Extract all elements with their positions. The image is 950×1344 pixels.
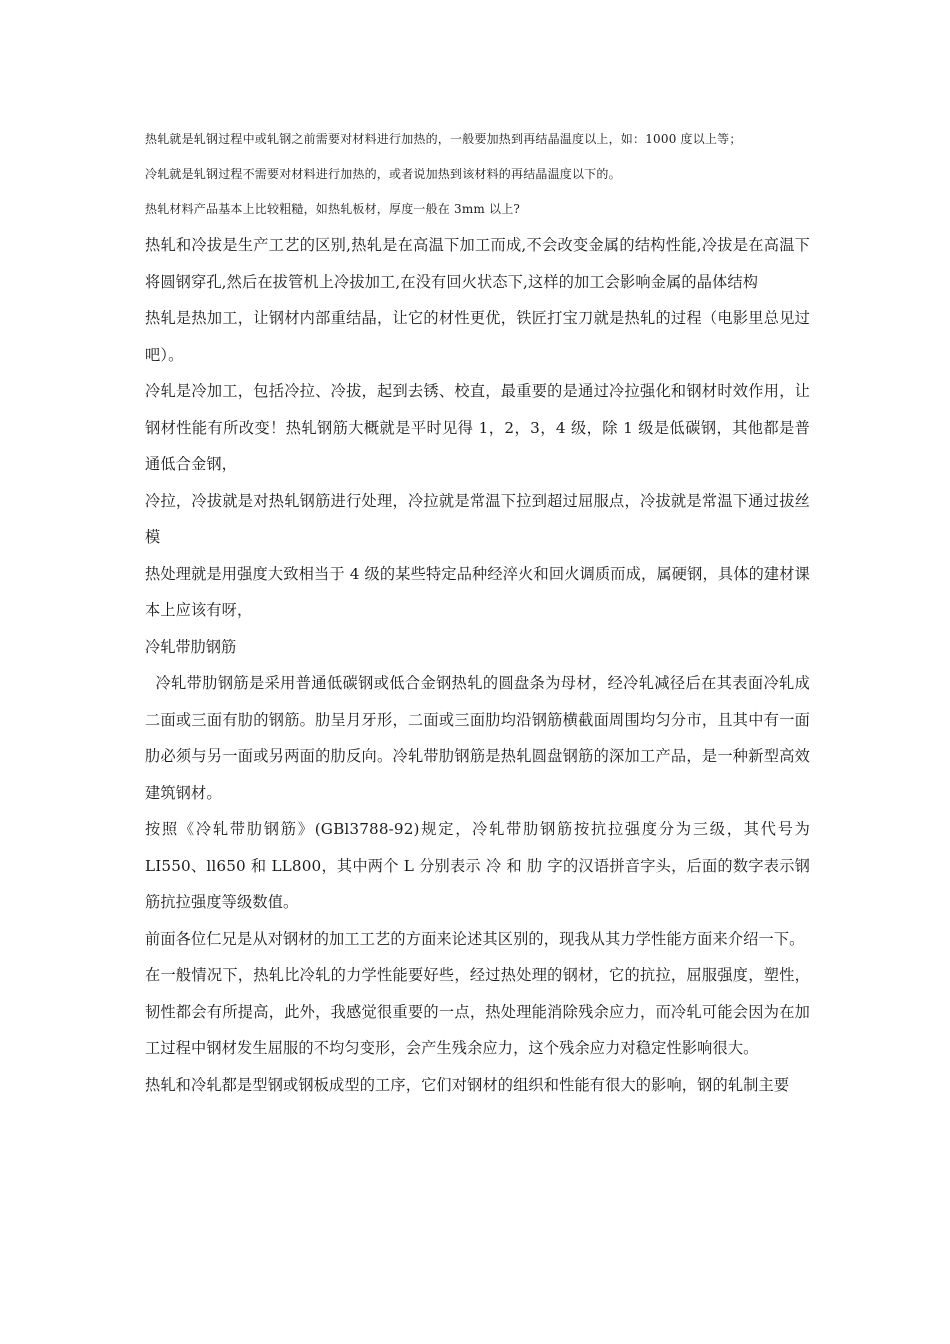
paragraph-hot-working: 热轧是热加工，让钢材内部重结晶，让它的材性更优，铁匠打宝刀就是热轧的过程（电影里总见过吧）。 bbox=[145, 309, 810, 364]
paragraph-mechanical-intro: 前面各位仁兄是从对钢材的加工工艺的方面来论述其区别的，现我从其力学性能方面来介绍一下。 bbox=[145, 929, 805, 948]
document-page bbox=[145, 122, 810, 1103]
paragraph-hot-rolled-products: 热轧材料产品基本上比较粗糙，如热轧板材，厚度一般在 3mm 以上? bbox=[145, 202, 521, 216]
paragraph-rolling-process: 热轧和冷轧都是型钢或钢板成型的工序，它们对钢材的组织和性能有很大的影响，钢的轧制主要 bbox=[145, 1075, 790, 1094]
paragraph-ribbed-bar-standard: 按照《冷轧带肋钢筋》(GBl3788-92)规定，冷轧带肋钢筋按抗拉强度分为三级，其代号为 LI550、ll650 和 LL800，其中两个 L 分别表示 冷 和 肋 字的汉语拼音字头，后面的数字表示钢筋抗拉强度等级数值。 bbox=[145, 820, 810, 911]
paragraph-mechanical-comparison: 在一般情况下，热轧比冷轧的力学性能要好些，经过热处理的钢材，它的抗拉，屈服强度，塑性，韧性都会有所提高，此外，我感觉很重要的一点，热处理能消除残余应力，而冷轧可能会因为在加工过程中钢材发生屈服的不均匀变形，会产生残余应力，这个残余应力对稳定性影响很大。 bbox=[145, 966, 810, 1057]
paragraph-cold-rolling-definition: 冷轧就是轧钢过程不需要对材料进行加热的，或者说加热到该材料的再结晶温度以下的。 bbox=[145, 167, 621, 181]
paragraph-ribbed-bar-description: 冷轧带肋钢筋是采用普通低碳钢或低合金钢热轧的圆盘条为母材，经冷轧减径后在其表面冷轧成二面或三面有肋的钢筋。肋呈月牙形，二面或三面肋均沿钢筋横截面周围均匀分市，且其中有一面肋必须与另一面或另两面的肋反向。冷轧带肋钢筋是热轧圆盘钢筋的深加工产品，是一种新型高效建筑钢材。 bbox=[145, 674, 810, 802]
paragraph-hot-rolling-definition: 热轧就是轧钢过程中或轧钢之前需要对材料进行加热的，一般要加热到再结晶温度以上，如：1000 度以上等； bbox=[145, 132, 742, 146]
paragraph-cold-working: 冷轧是冷加工，包括冷拉、冷拔，起到去锈、校直，最重要的是通过冷拉强化和钢材时效作用，让钢材性能有所改变！热轧钢筋大概就是平时见得 1，2，3，4 级，除 1 级是低碳钢，其他都是普通低合金钢， bbox=[145, 382, 810, 473]
section-heading-cold-rolled-ribbed-bar: 冷轧带肋钢筋 bbox=[145, 637, 237, 656]
paragraph-cold-drawing: 冷拉，冷拔就是对热轧钢筋进行处理，冷拉就是常温下拉到超过屈服点，冷拔就是常温下通过拔丝模 bbox=[145, 491, 810, 546]
paragraph-heat-treatment: 热处理就是用强度大致相当于 4 级的某些特定品种经淬火和回火调质而成，属硬钢，具体的建材课本上应该有呀， bbox=[145, 564, 810, 619]
paragraph-hot-rolled-vs-cold-drawn: 热轧和冷拔是生产工艺的区别,热轧是在高温下加工而成,不会改变金属的结构性能,冷拔是在高温下将圆钢穿孔,然后在拔管机上冷拔加工,在没有回火状态下,这样的加工会影响金属的晶体结构 bbox=[145, 236, 810, 291]
